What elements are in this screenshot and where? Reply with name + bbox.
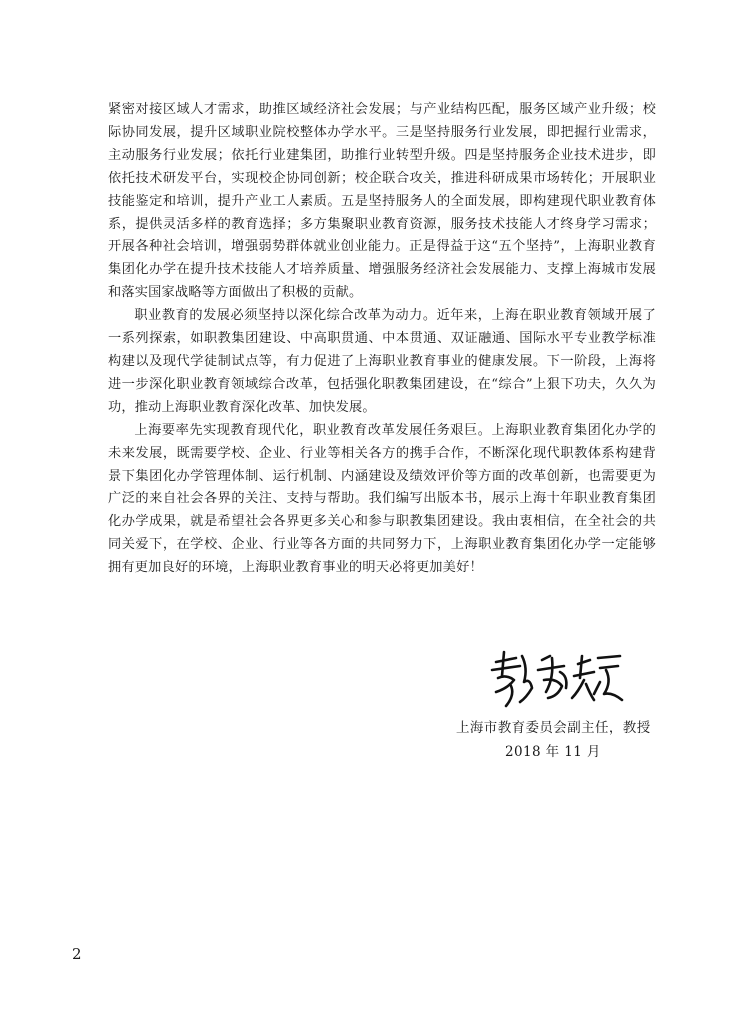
paragraph-closing: 上海要率先实现教育现代化，职业教育改革发展任务艰巨。上海职业教育集团化办学的未来发展，既需要学校、企业、行业等相关各方的携手合作，不断深化现代职教体系构建背景下集团化办学管理体制、运行机制、内涵建设及绩效评价等方面的改革创新，也需要更为广泛的来自社会各界的关注、支持与帮助。我们编写出版本书，展示上海十年职业教育集团化办学成果，就是希望社会各界更多关心和参与职教集团建设。我由衷相信，在全社会的共同关爱下，在学校、企业、行业等各方面的共同努力下，上海职业教育集团化办学一定能够拥有更加良好的环境，上海职业教育事业的明天必将更加美好！ (108, 422, 656, 576)
paragraph-continued: 紧密对接区域人才需求，助推区域经济社会发展；与产业结构匹配，服务区域产业升级；校际协同发展，提升区域职业院校整体办学水平。三是坚持服务行业发展，即把握行业需求，主动服务行业发展；依托行业建集团，助推行业转型升级。四是坚持服务企业技术进步，即依托技术研发平台，实现校企协同创新；校企联合攻关，推进科研成果市场转化；开展职业技能鉴定和培训，提升产业工人素质。五是坚持服务人的全面发展，即构建现代职业教育体系，提供灵活多样的教育选择；多方集聚职业教育资源，服务技术技能人才终身学习需求；开展各种社会培训，增强弱势群体就业创业能力。正是得益于这“五个坚持”，上海职业教育集团化办学在提升技术技能人才培养质量、增强服务经济社会发展能力、支撑上海城市发展和落实国家战略等方面做出了积极的贡献。 (108, 102, 656, 301)
body-text (108, 99, 656, 580)
signatory-title: 上海市教育委员会副主任，教授 (456, 720, 651, 736)
handwritten-signature (486, 648, 626, 710)
page-number: 2 (72, 945, 82, 963)
signature-date: 2018 年 11 月 (505, 744, 601, 760)
paragraph-reform: 职业教育的发展必须坚持以深化综合改革为动力。近年来，上海在职业教育领域开展了一系列探索，如职教集团建设、中高职贯通、中本贯通、双证融通、国际水平专业教学标准构建以及现代学徒制试点等，有力促进了上海职业教育事业的健康发展。下一阶段，上海将进一步深化职业教育领域综合改革，包括强化职教集团建设，在“综合”上狠下功夫，久久为功，推动上海职业教育深化改革、加快发展。 (108, 308, 656, 415)
